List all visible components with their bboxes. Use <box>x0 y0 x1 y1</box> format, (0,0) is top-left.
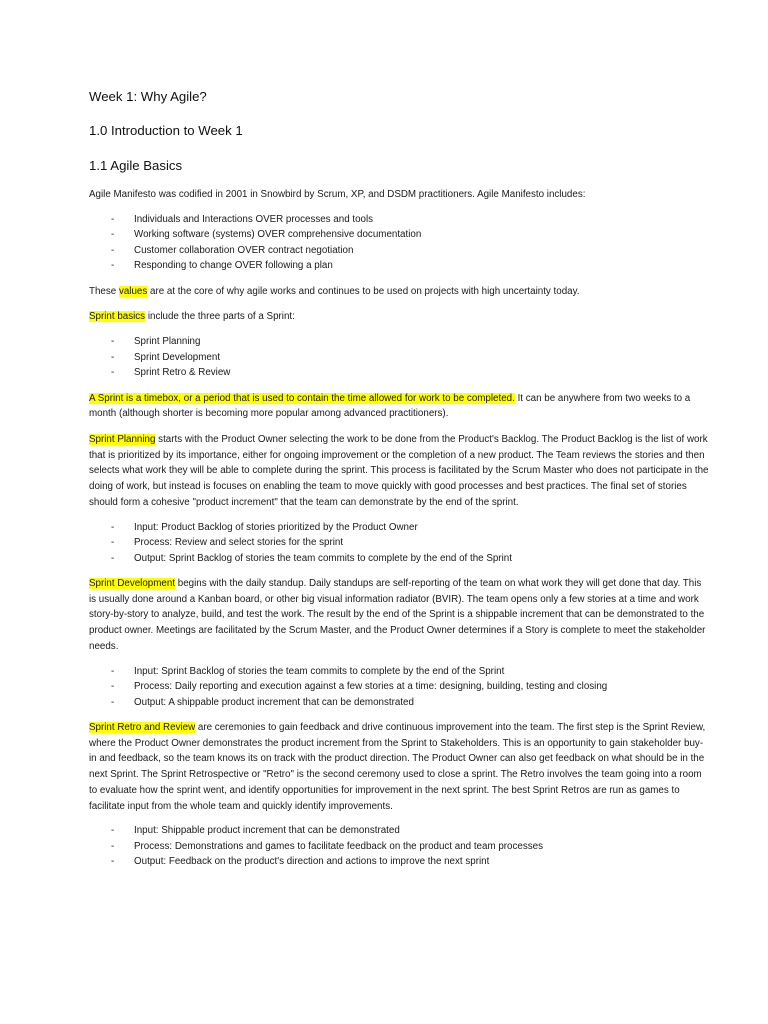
list-item: - Individuals and Interactions OVER processes and tools <box>89 212 709 228</box>
timebox-paragraph: A Sprint is a timebox, or a period that is used to contain the time allowed for work to be completed. It can be anywhere from two weeks to a month (although shorter is becoming more popular among advanced practitioners). <box>89 392 691 420</box>
list-item: - Input: Shippable product increment that can be demonstrated <box>89 823 709 839</box>
sprint-development-paragraph: Sprint Development begins with the daily standup. Daily standups are self-reporting of the team on what work they will get done that day. This is usually done around a Kanban board, or other big visual information radiator (BVIR). The team opens only a few stories at a time and work story-by-story to analyze, build, and test the work. The result by the end of the Sprint is a shippable increment that can be demonstrated to the product owner. Meetings are facilitated by the Scrum Master, and the Product Owner determines if a Story is complete to meet the stakeholder needs. <box>89 578 706 652</box>
bullet-dash: - <box>111 552 115 564</box>
bullet-dash: - <box>111 665 115 677</box>
highlighted-text: Sprint Planning <box>89 434 156 446</box>
bullet-dash: - <box>111 260 115 272</box>
list-item: - Output: A shippable product increment that can be demonstrated <box>89 695 709 711</box>
list-item: - Process: Review and select stories for the sprint <box>89 535 709 551</box>
sprint-planning-paragraph: Sprint Planning starts with the Product Owner selecting the work to be done from the Product's Backlog. The Product Backlog is the list of work that is prioritized by its importance, either for ongoing improvement or the completion of a new product. The Team reviews the stories and then selects what work they will be able to complete during the sprint. This process is facilitated by the Scrum Master who does not participate in the doing of work, but instead is focuses on enabling the team to move quickly with good processes and best practices. The final set of stories should form a cohesive "product increment" that the team can demonstrate by the end of the sprint. <box>89 434 709 508</box>
bullet-dash: - <box>111 336 115 348</box>
sprint-retro-list <box>89 823 709 870</box>
highlighted-text: Sprint Development <box>89 578 176 590</box>
bullet-dash: - <box>111 351 115 363</box>
highlighted-text: Sprint basics <box>89 311 146 323</box>
list-item: - Input: Product Backlog of stories prioritized by the Product Owner <box>89 520 709 536</box>
bullet-dash: - <box>111 213 115 225</box>
bullet-dash: - <box>111 367 115 379</box>
list-item: - Sprint Retro & Review <box>89 365 709 381</box>
list-item: - Sprint Planning <box>89 334 709 350</box>
bullet-dash: - <box>111 825 115 837</box>
bullet-dash: - <box>111 840 115 852</box>
bullet-dash: - <box>111 696 115 708</box>
list-item: - Output: Feedback on the product's direction and actions to improve the next sprint <box>89 854 709 870</box>
highlighted-text: Sprint Retro and Review <box>89 722 196 734</box>
document-page <box>89 88 709 870</box>
highlighted-text: A Sprint is a timebox, or a period that is used to contain the time allowed for work to be completed. <box>89 392 515 404</box>
sprint-retro-paragraph: Sprint Retro and Review are ceremonies to gain feedback and drive continuous improvement into the team. The first step is the Sprint Review, where the Product Owner demonstrates the product increment from the Sprint to Stakeholders. This is an opportunity to gain stakeholder buy-in and feedback, so the team knows its on track with the product direction. The Product Owner can also get feedback on what should be in the next Sprint. The Sprint Retrospective or "Retro" is the second ceremony used to close a sprint. The Retro involves the team going into a room to evaluate how the sprint went, and identify opportunities for improvement in the next sprint. The best Sprint Retros are run as games to facilitate input from the whole team and quickly identify improvements. <box>89 722 706 812</box>
sprint-parts-list <box>89 334 709 381</box>
manifesto-list <box>89 212 709 274</box>
list-item: - Output: Sprint Backlog of stories the team commits to complete by the end of the Sprint <box>89 551 709 567</box>
list-item: - Input: Sprint Backlog of stories the team commits to complete by the end of the Sprint <box>89 664 709 680</box>
bullet-dash: - <box>111 537 115 549</box>
bullet-dash: - <box>111 681 115 693</box>
sprint-planning-list <box>89 520 709 567</box>
section-heading-intro: 1.0 Introduction to Week 1 <box>89 123 243 138</box>
bullet-dash: - <box>111 856 115 868</box>
list-item: - Working software (systems) OVER comprehensive documentation <box>89 227 709 243</box>
list-item: - Customer collaboration OVER contract negotiation <box>89 243 709 259</box>
section-heading-agile-basics: 1.1 Agile Basics <box>89 158 183 173</box>
sprint-basics-paragraph: Sprint basics include the three parts of a Sprint: <box>89 311 295 323</box>
bullet-dash: - <box>111 521 115 533</box>
highlighted-text: values <box>118 285 148 297</box>
list-item: - Process: Daily reporting and execution against a few stories at a time: designing, building, testing and closing <box>89 679 709 695</box>
bullet-dash: - <box>111 229 115 241</box>
list-item: - Process: Demonstrations and games to facilitate feedback on the product and team processes <box>89 839 709 855</box>
page-title: Week 1: Why Agile? <box>89 89 207 104</box>
list-item: - Sprint Development <box>89 350 709 366</box>
bullet-dash: - <box>111 244 115 256</box>
sprint-development-list <box>89 664 709 711</box>
list-item: - Responding to change OVER following a plan <box>89 258 709 274</box>
manifesto-intro-paragraph: Agile Manifesto was codified in 2001 in Snowbird by Scrum, XP, and DSDM practitioners. Agile Manifesto includes: <box>89 189 586 200</box>
values-paragraph: These values are at the core of why agile works and continues to be used on projects with high uncertainty today. <box>89 285 580 297</box>
